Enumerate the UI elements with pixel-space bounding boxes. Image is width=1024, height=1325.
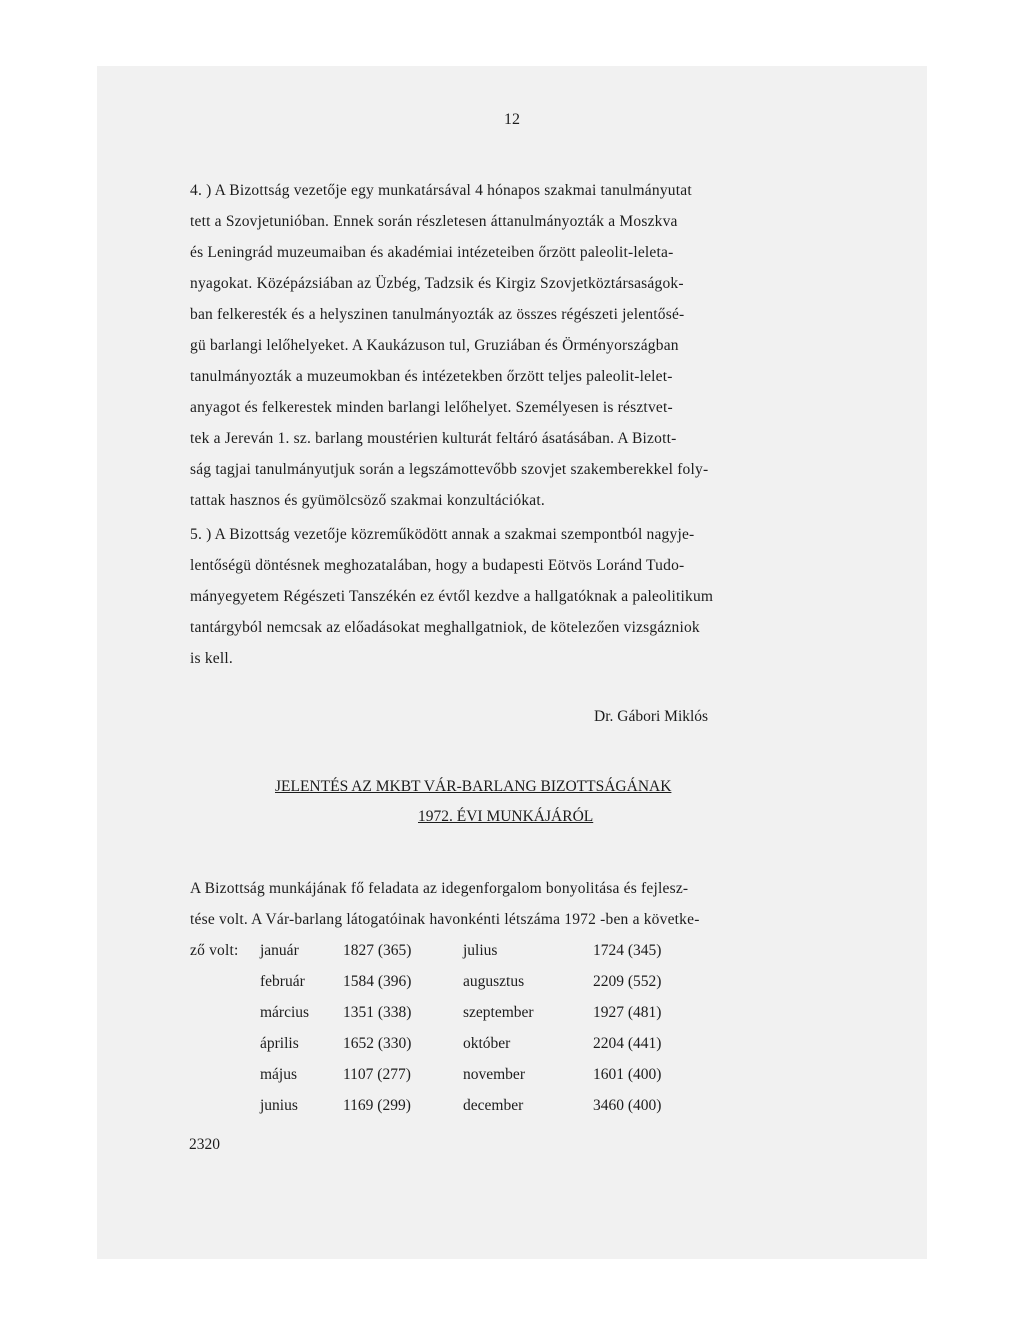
value-cell: 1584 (396) (343, 973, 412, 990)
month-cell: október (463, 1035, 511, 1052)
text-line: tése volt. A Vár-barlang látogatóinak havonkénti létszáma 1972 -ben a követke- (190, 911, 700, 928)
month-cell: julius (463, 942, 498, 959)
month-cell: augusztus (463, 973, 525, 990)
text-line: tek a Jereván 1. sz. barlang moustérien kulturát feltáró ásatásában. A Bizott- (190, 430, 677, 447)
value-cell: 1107 (277) (343, 1066, 411, 1083)
value-cell: 1927 (481) (593, 1004, 662, 1021)
page-number: 12 (504, 111, 520, 128)
report-title-line-2: 1972. ÉVI MUNKÁJÁRÓL (418, 808, 594, 825)
value-cell: 1724 (345) (593, 942, 662, 959)
text-line: tett a Szovjetunióban. Ennek során részletesen áttanulmányozták a Moszkva (190, 213, 678, 230)
text-line: anyagot és felkerestek minden barlangi lelőhelyet. Személyesen is résztvet- (190, 399, 673, 416)
value-cell: 1827 (365) (343, 942, 412, 959)
text-line: mányegyetem Régészeti Tanszékén ez évtől kezdve a hallgatóknak a paleolitikum (190, 588, 714, 605)
scanned-page (97, 66, 927, 1259)
month-cell: junius (260, 1097, 298, 1114)
month-cell: május (260, 1066, 298, 1083)
text-line: lentőségü döntésnek meghozatalában, hogy a budapesti Eötvös Loránd Tudo- (190, 557, 685, 574)
value-cell: 1351 (338) (343, 1004, 412, 1021)
text-line: 4. ) A Bizottság vezetője egy munkatársával 4 hónapos szakmai tanulmányutat (190, 182, 692, 199)
text-line: nyagokat. Középázsiában az Üzbég, Tadzsik és Kirgiz Szovjetköztársaságok- (190, 275, 684, 292)
month-cell: szeptember (463, 1004, 534, 1021)
report-title-line-1: JELENTÉS AZ MKBT VÁR-BARLANG BIZOTTSÁGÁNAK (275, 778, 672, 795)
month-cell: április (260, 1035, 299, 1052)
text-line: tattak hasznos és gyümölcsöző szakmai konzultációkat. (190, 492, 545, 509)
text-line: is kell. (190, 650, 233, 667)
month-cell: március (260, 1004, 310, 1021)
value-cell: 1652 (330) (343, 1035, 412, 1052)
text-line: és Leningrád muzeumaiban és akadémiai intézeteiben őrzött paleolit-leleta- (190, 244, 674, 261)
text-line: ző volt: (190, 942, 239, 959)
text-line: ban felkeresték és a helyszinen tanulmányozták az összes régészeti jelentősé- (190, 306, 685, 323)
text-line: ság tagjai tanulmányutjuk során a legszámottevőbb szovjet szakemberekkel foly- (190, 461, 709, 478)
month-cell: január (260, 942, 299, 959)
value-cell: 2204 (441) (593, 1035, 662, 1052)
value-cell: 3460 (400) (593, 1097, 662, 1114)
month-cell: február (260, 973, 305, 990)
value-cell: 2209 (552) (593, 973, 662, 990)
value-cell: 1601 (400) (593, 1066, 662, 1083)
text-line: 5. ) A Bizottság vezetője közreműködött annak a szakmai szempontból nagyje- (190, 526, 695, 543)
text-line: A Bizottság munkájának fő feladata az idegenforgalom bonyolitása és fejlesz- (190, 880, 689, 897)
text-line: gü barlangi lelőhelyeket. A Kaukázuson tul, Gruziában és Örményországban (190, 337, 679, 354)
value-cell: 1169 (299) (343, 1097, 411, 1114)
month-cell: december (463, 1097, 524, 1114)
text-line: tantárgyból nemcsak az előadásokat meghallgatniok, de kötelezően vizsgázniok (190, 619, 700, 636)
footer-number: 2320 (189, 1136, 220, 1153)
month-cell: november (463, 1066, 525, 1083)
text-line: tanulmányozták a muzeumokban és intézetekben őrzött teljes paleolit-lelet- (190, 368, 673, 385)
signature: Dr. Gábori Miklós (594, 708, 709, 725)
